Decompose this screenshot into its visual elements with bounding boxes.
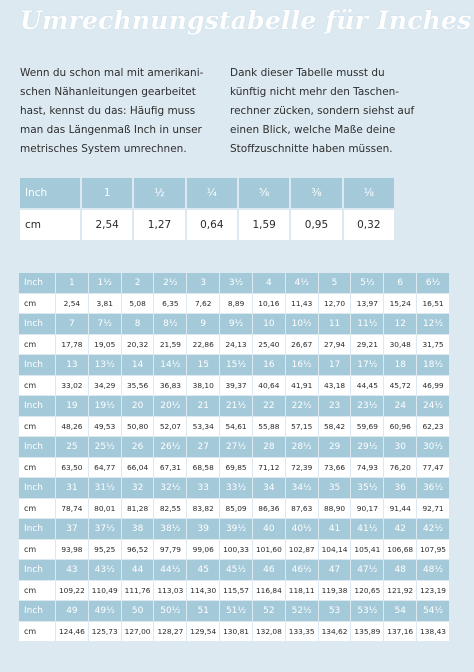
cm-value-cell: 83,82: [187, 499, 219, 519]
cm-value-cell: 96,52: [122, 540, 154, 560]
cm-value-cell: 1,59: [239, 210, 289, 240]
inch-value-cell: 50½: [154, 601, 186, 621]
cm-value-cell: 10,16: [253, 294, 285, 314]
intro-line: künftig nicht mehr den Taschen-: [230, 86, 400, 98]
cm-value-cell: 25,40: [253, 335, 285, 355]
inch-value-cell: 39½: [220, 519, 252, 539]
inch-value-cell: 31½: [89, 478, 121, 498]
cm-value-cell: 77,47: [417, 458, 449, 478]
inch-value-cell: 25: [56, 437, 88, 457]
inch-value-cell: 53½: [351, 601, 383, 621]
inch-value-cell: 35½: [351, 478, 383, 498]
cm-value-cell: 6,35: [154, 294, 186, 314]
row-header-cm: cm: [19, 458, 55, 478]
cm-value-cell: 134,62: [319, 622, 351, 642]
inch-value-cell: 48½: [417, 560, 449, 580]
inch-value-cell: 7½: [89, 314, 121, 334]
inch-value-cell: 35: [319, 478, 351, 498]
inch-value-cell: 13: [56, 355, 88, 375]
cm-value-cell: 106,68: [384, 540, 416, 560]
intro-line: Dank dieser Tabelle musst du: [230, 67, 385, 79]
cm-value-cell: 54,61: [220, 417, 252, 437]
cm-value-cell: 91,44: [384, 499, 416, 519]
cm-value-cell: 35,56: [122, 376, 154, 396]
cm-value-cell: 99,06: [187, 540, 219, 560]
inch-value-cell: 37: [56, 519, 88, 539]
inch-value-cell: 34½: [286, 478, 318, 498]
row-header-inch: Inch: [20, 178, 80, 208]
cm-row: [19, 458, 449, 478]
inch-value-cell: 22: [253, 396, 285, 416]
intro-line: Stoffzuschnitte haben müssen.: [230, 143, 393, 155]
inch-value-cell: 18: [384, 355, 416, 375]
inch-value-cell: 41: [319, 519, 351, 539]
inch-value-cell: 12½: [417, 314, 449, 334]
inch-value-cell: ⅝: [239, 178, 289, 208]
cm-value-cell: 40,64: [253, 376, 285, 396]
cm-value-cell: 59,69: [351, 417, 383, 437]
inch-value-cell: 19½: [89, 396, 121, 416]
inch-value-cell: 40½: [286, 519, 318, 539]
cm-value-cell: 29,21: [351, 335, 383, 355]
inch-value-cell: 51½: [220, 601, 252, 621]
cm-value-cell: 33,02: [56, 376, 88, 396]
cm-value-cell: 120,65: [351, 581, 383, 601]
cm-row: [19, 540, 449, 560]
cm-value-cell: 63,50: [56, 458, 88, 478]
cm-value-cell: 31,75: [417, 335, 449, 355]
cm-value-cell: 64,77: [89, 458, 121, 478]
inch-value-cell: 5½: [351, 273, 383, 293]
inch-value-cell: 47½: [351, 560, 383, 580]
cm-value-cell: 46,99: [417, 376, 449, 396]
cm-value-cell: 115,57: [220, 581, 252, 601]
inch-value-cell: 31: [56, 478, 88, 498]
inch-value-cell: 4: [253, 273, 285, 293]
inch-value-cell: 3: [187, 273, 219, 293]
inch-value-cell: 30½: [417, 437, 449, 457]
inch-value-cell: 1½: [89, 273, 121, 293]
cm-value-cell: 15,24: [384, 294, 416, 314]
cm-row: [19, 622, 449, 642]
cm-value-cell: 133,35: [286, 622, 318, 642]
cm-row: [19, 499, 449, 519]
inch-value-cell: 8½: [154, 314, 186, 334]
cm-value-cell: 105,41: [351, 540, 383, 560]
row-header-cm: cm: [19, 540, 55, 560]
row-header-inch: Inch: [19, 437, 55, 457]
inch-value-cell: ⅛: [344, 178, 394, 208]
cm-value-cell: 5,08: [122, 294, 154, 314]
cm-value-cell: 41,91: [286, 376, 318, 396]
inch-row: [19, 601, 449, 621]
inch-value-cell: 6½: [417, 273, 449, 293]
cm-row: [20, 210, 394, 240]
cm-value-cell: 82,55: [154, 499, 186, 519]
cm-value-cell: 111,76: [122, 581, 154, 601]
cm-value-cell: 58,42: [319, 417, 351, 437]
cm-value-cell: 74,93: [351, 458, 383, 478]
inch-value-cell: 24: [384, 396, 416, 416]
cm-value-cell: 19,05: [89, 335, 121, 355]
inch-value-cell: 49½: [89, 601, 121, 621]
inch-row: [19, 437, 449, 457]
inch-value-cell: 11½: [351, 314, 383, 334]
inch-row: [19, 314, 449, 334]
inch-value-cell: 15: [187, 355, 219, 375]
cm-value-cell: 137,16: [384, 622, 416, 642]
cm-value-cell: 68,58: [187, 458, 219, 478]
inch-value-cell: 41½: [351, 519, 383, 539]
intro-text-right: [230, 64, 460, 159]
inch-value-cell: 43: [56, 560, 88, 580]
cm-value-cell: 7,62: [187, 294, 219, 314]
row-header-cm: cm: [20, 210, 80, 240]
cm-value-cell: 48,26: [56, 417, 88, 437]
inch-row: [19, 355, 449, 375]
cm-value-cell: 0,32: [344, 210, 394, 240]
inch-value-cell: 16: [253, 355, 285, 375]
inch-value-cell: 29½: [351, 437, 383, 457]
cm-value-cell: 45,72: [384, 376, 416, 396]
cm-value-cell: 16,51: [417, 294, 449, 314]
cm-value-cell: 88,90: [319, 499, 351, 519]
intro-line: hast, kennst du das: Häufig muss: [20, 105, 196, 117]
inch-value-cell: 45: [187, 560, 219, 580]
cm-value-cell: 26,67: [286, 335, 318, 355]
inch-value-cell: 2: [122, 273, 154, 293]
cm-value-cell: 85,09: [220, 499, 252, 519]
inch-value-cell: 18½: [417, 355, 449, 375]
inch-value-cell: 50: [122, 601, 154, 621]
inch-value-cell: 29: [319, 437, 351, 457]
cm-row: [19, 581, 449, 601]
inch-value-cell: 26½: [154, 437, 186, 457]
inch-value-cell: 12: [384, 314, 416, 334]
inch-value-cell: 36: [384, 478, 416, 498]
cm-value-cell: 30,48: [384, 335, 416, 355]
cm-value-cell: 39,37: [220, 376, 252, 396]
cm-value-cell: 127,00: [122, 622, 154, 642]
row-header-cm: cm: [19, 294, 55, 314]
cm-value-cell: 104,14: [319, 540, 351, 560]
cm-value-cell: 2,54: [56, 294, 88, 314]
inch-value-cell: 7: [56, 314, 88, 334]
inch-value-cell: 28: [253, 437, 285, 457]
intro-line: schen Nähanleitungen gearbeitet: [20, 86, 196, 98]
inch-value-cell: 54½: [417, 601, 449, 621]
cm-value-cell: 123,19: [417, 581, 449, 601]
inch-value-cell: 32½: [154, 478, 186, 498]
cm-value-cell: 95,25: [89, 540, 121, 560]
cm-value-cell: 38,10: [187, 376, 219, 396]
cm-value-cell: 27,94: [319, 335, 351, 355]
cm-value-cell: 13,97: [351, 294, 383, 314]
inch-value-cell: 39: [187, 519, 219, 539]
cm-value-cell: 52,07: [154, 417, 186, 437]
cm-row: [19, 376, 449, 396]
inch-value-cell: 25½: [89, 437, 121, 457]
inch-cm-conversion-table: [18, 272, 450, 642]
fraction-conversion-table: [18, 176, 396, 242]
cm-value-cell: 67,31: [154, 458, 186, 478]
cm-value-cell: 116,84: [253, 581, 285, 601]
inch-value-cell: 4½: [286, 273, 318, 293]
cm-value-cell: 43,18: [319, 376, 351, 396]
inch-value-cell: 1: [82, 178, 132, 208]
inch-value-cell: 11: [319, 314, 351, 334]
inch-value-cell: 37½: [89, 519, 121, 539]
cm-value-cell: 12,70: [319, 294, 351, 314]
inch-value-cell: 23: [319, 396, 351, 416]
cm-value-cell: 138,43: [417, 622, 449, 642]
inch-value-cell: 27: [187, 437, 219, 457]
cm-value-cell: 24,13: [220, 335, 252, 355]
cm-value-cell: 119,38: [319, 581, 351, 601]
cm-value-cell: 100,33: [220, 540, 252, 560]
inch-value-cell: 10½: [286, 314, 318, 334]
row-header-inch: Inch: [19, 560, 55, 580]
cm-value-cell: 21,59: [154, 335, 186, 355]
cm-value-cell: 130,81: [220, 622, 252, 642]
cm-value-cell: 36,83: [154, 376, 186, 396]
inch-value-cell: 23½: [351, 396, 383, 416]
inch-value-cell: 43½: [89, 560, 121, 580]
cm-value-cell: 129,54: [187, 622, 219, 642]
inch-value-cell: 22½: [286, 396, 318, 416]
cm-value-cell: 2,54: [82, 210, 132, 240]
cm-value-cell: 80,01: [89, 499, 121, 519]
cm-value-cell: 102,87: [286, 540, 318, 560]
inch-value-cell: 26: [122, 437, 154, 457]
row-header-cm: cm: [19, 417, 55, 437]
inch-value-cell: 28½: [286, 437, 318, 457]
row-header-inch: Inch: [19, 396, 55, 416]
cm-row: [19, 294, 449, 314]
inch-value-cell: 9½: [220, 314, 252, 334]
cm-value-cell: 22,86: [187, 335, 219, 355]
inch-value-cell: 3½: [220, 273, 252, 293]
inch-value-cell: 8: [122, 314, 154, 334]
inch-value-cell: ¼: [187, 178, 237, 208]
cm-value-cell: 34,29: [89, 376, 121, 396]
inch-row: [19, 273, 449, 293]
inch-value-cell: 44½: [154, 560, 186, 580]
cm-value-cell: 0,95: [291, 210, 341, 240]
inch-value-cell: 42½: [417, 519, 449, 539]
inch-value-cell: 20½: [154, 396, 186, 416]
cm-value-cell: 69,85: [220, 458, 252, 478]
cm-value-cell: 53,34: [187, 417, 219, 437]
inch-value-cell: 47: [319, 560, 351, 580]
inch-value-cell: 10: [253, 314, 285, 334]
cm-value-cell: 1,27: [134, 210, 184, 240]
intro-line: einen Blick, welche Maße deine: [230, 124, 396, 136]
cm-value-cell: 107,95: [417, 540, 449, 560]
cm-value-cell: 44,45: [351, 376, 383, 396]
cm-value-cell: 73,66: [319, 458, 351, 478]
inch-value-cell: 44: [122, 560, 154, 580]
inch-value-cell: 46: [253, 560, 285, 580]
cm-value-cell: 11,43: [286, 294, 318, 314]
cm-value-cell: 57,15: [286, 417, 318, 437]
inch-value-cell: 9: [187, 314, 219, 334]
inch-value-cell: 34: [253, 478, 285, 498]
inch-row: [19, 478, 449, 498]
inch-value-cell: 27½: [220, 437, 252, 457]
cm-value-cell: 113,03: [154, 581, 186, 601]
cm-row: [19, 335, 449, 355]
cm-value-cell: 93,98: [56, 540, 88, 560]
cm-value-cell: 121,92: [384, 581, 416, 601]
inch-value-cell: 13½: [89, 355, 121, 375]
inch-value-cell: 36½: [417, 478, 449, 498]
cm-value-cell: 78,74: [56, 499, 88, 519]
cm-value-cell: 71,12: [253, 458, 285, 478]
row-header-cm: cm: [19, 622, 55, 642]
inch-value-cell: 5: [319, 273, 351, 293]
row-header-inch: Inch: [19, 314, 55, 334]
inch-value-cell: 1: [56, 273, 88, 293]
inch-value-cell: 21: [187, 396, 219, 416]
inch-value-cell: 2½: [154, 273, 186, 293]
inch-value-cell: 53: [319, 601, 351, 621]
inch-value-cell: 45½: [220, 560, 252, 580]
cm-value-cell: 118,11: [286, 581, 318, 601]
inch-value-cell: 17: [319, 355, 351, 375]
row-header-cm: cm: [19, 335, 55, 355]
inch-value-cell: 21½: [220, 396, 252, 416]
cm-value-cell: 114,30: [187, 581, 219, 601]
cm-value-cell: 17,78: [56, 335, 88, 355]
row-header-cm: cm: [19, 499, 55, 519]
inch-value-cell: ½: [134, 178, 184, 208]
inch-value-cell: 19: [56, 396, 88, 416]
inch-value-cell: ⅜: [291, 178, 341, 208]
cm-value-cell: 49,53: [89, 417, 121, 437]
row-header-inch: Inch: [19, 519, 55, 539]
inch-value-cell: 30: [384, 437, 416, 457]
page-title: Umrechnungstabelle für Inches: [20, 6, 472, 35]
intro-line: rechner zücken, sondern siehst auf: [230, 105, 415, 117]
cm-value-cell: 20,32: [122, 335, 154, 355]
inch-value-cell: 48: [384, 560, 416, 580]
inch-value-cell: 52½: [286, 601, 318, 621]
inch-value-cell: 20: [122, 396, 154, 416]
cm-value-cell: 50,80: [122, 417, 154, 437]
inch-value-cell: 6: [384, 273, 416, 293]
cm-value-cell: 60,96: [384, 417, 416, 437]
row-header-inch: Inch: [19, 601, 55, 621]
inch-value-cell: 38: [122, 519, 154, 539]
inch-value-cell: 33: [187, 478, 219, 498]
inch-value-cell: 14: [122, 355, 154, 375]
inch-value-cell: 15½: [220, 355, 252, 375]
cm-value-cell: 72,39: [286, 458, 318, 478]
cm-value-cell: 128,27: [154, 622, 186, 642]
cm-value-cell: 66,04: [122, 458, 154, 478]
cm-value-cell: 86,36: [253, 499, 285, 519]
inch-value-cell: 40: [253, 519, 285, 539]
inch-value-cell: 17½: [351, 355, 383, 375]
intro-line: metrisches System umrechnen.: [20, 143, 187, 155]
cm-value-cell: 76,20: [384, 458, 416, 478]
cm-value-cell: 55,88: [253, 417, 285, 437]
row-header-inch: Inch: [19, 273, 55, 293]
cm-value-cell: 0,64: [187, 210, 237, 240]
intro-line: man das Längenmaß Inch in unser: [20, 124, 202, 136]
cm-value-cell: 8,89: [220, 294, 252, 314]
cm-value-cell: 3,81: [89, 294, 121, 314]
cm-row: [19, 417, 449, 437]
inch-value-cell: 54: [384, 601, 416, 621]
cm-value-cell: 87,63: [286, 499, 318, 519]
cm-value-cell: 92,71: [417, 499, 449, 519]
inch-value-cell: 38½: [154, 519, 186, 539]
inch-value-cell: 51: [187, 601, 219, 621]
cm-value-cell: 81,28: [122, 499, 154, 519]
cm-value-cell: 109,22: [56, 581, 88, 601]
cm-value-cell: 97,79: [154, 540, 186, 560]
inch-value-cell: 42: [384, 519, 416, 539]
inch-value-cell: 24½: [417, 396, 449, 416]
inch-value-cell: 32: [122, 478, 154, 498]
inch-row: [19, 396, 449, 416]
cm-value-cell: 110,49: [89, 581, 121, 601]
inch-value-cell: 14½: [154, 355, 186, 375]
row-header-inch: Inch: [19, 478, 55, 498]
cm-value-cell: 90,17: [351, 499, 383, 519]
row-header-cm: cm: [19, 376, 55, 396]
inch-value-cell: 49: [56, 601, 88, 621]
cm-value-cell: 101,60: [253, 540, 285, 560]
intro-line: Wenn du schon mal mit amerikani-: [20, 67, 204, 79]
cm-value-cell: 135,89: [351, 622, 383, 642]
cm-value-cell: 62,23: [417, 417, 449, 437]
inch-value-cell: 46½: [286, 560, 318, 580]
inch-row: [19, 519, 449, 539]
row-header-cm: cm: [19, 581, 55, 601]
inch-value-cell: 52: [253, 601, 285, 621]
cm-value-cell: 132,08: [253, 622, 285, 642]
row-header-inch: Inch: [19, 355, 55, 375]
inch-value-cell: 16½: [286, 355, 318, 375]
inch-row: [20, 178, 394, 208]
inch-row: [19, 560, 449, 580]
intro-text-left: [20, 64, 225, 159]
inch-value-cell: 33½: [220, 478, 252, 498]
cm-value-cell: 125,73: [89, 622, 121, 642]
cm-value-cell: 124,46: [56, 622, 88, 642]
